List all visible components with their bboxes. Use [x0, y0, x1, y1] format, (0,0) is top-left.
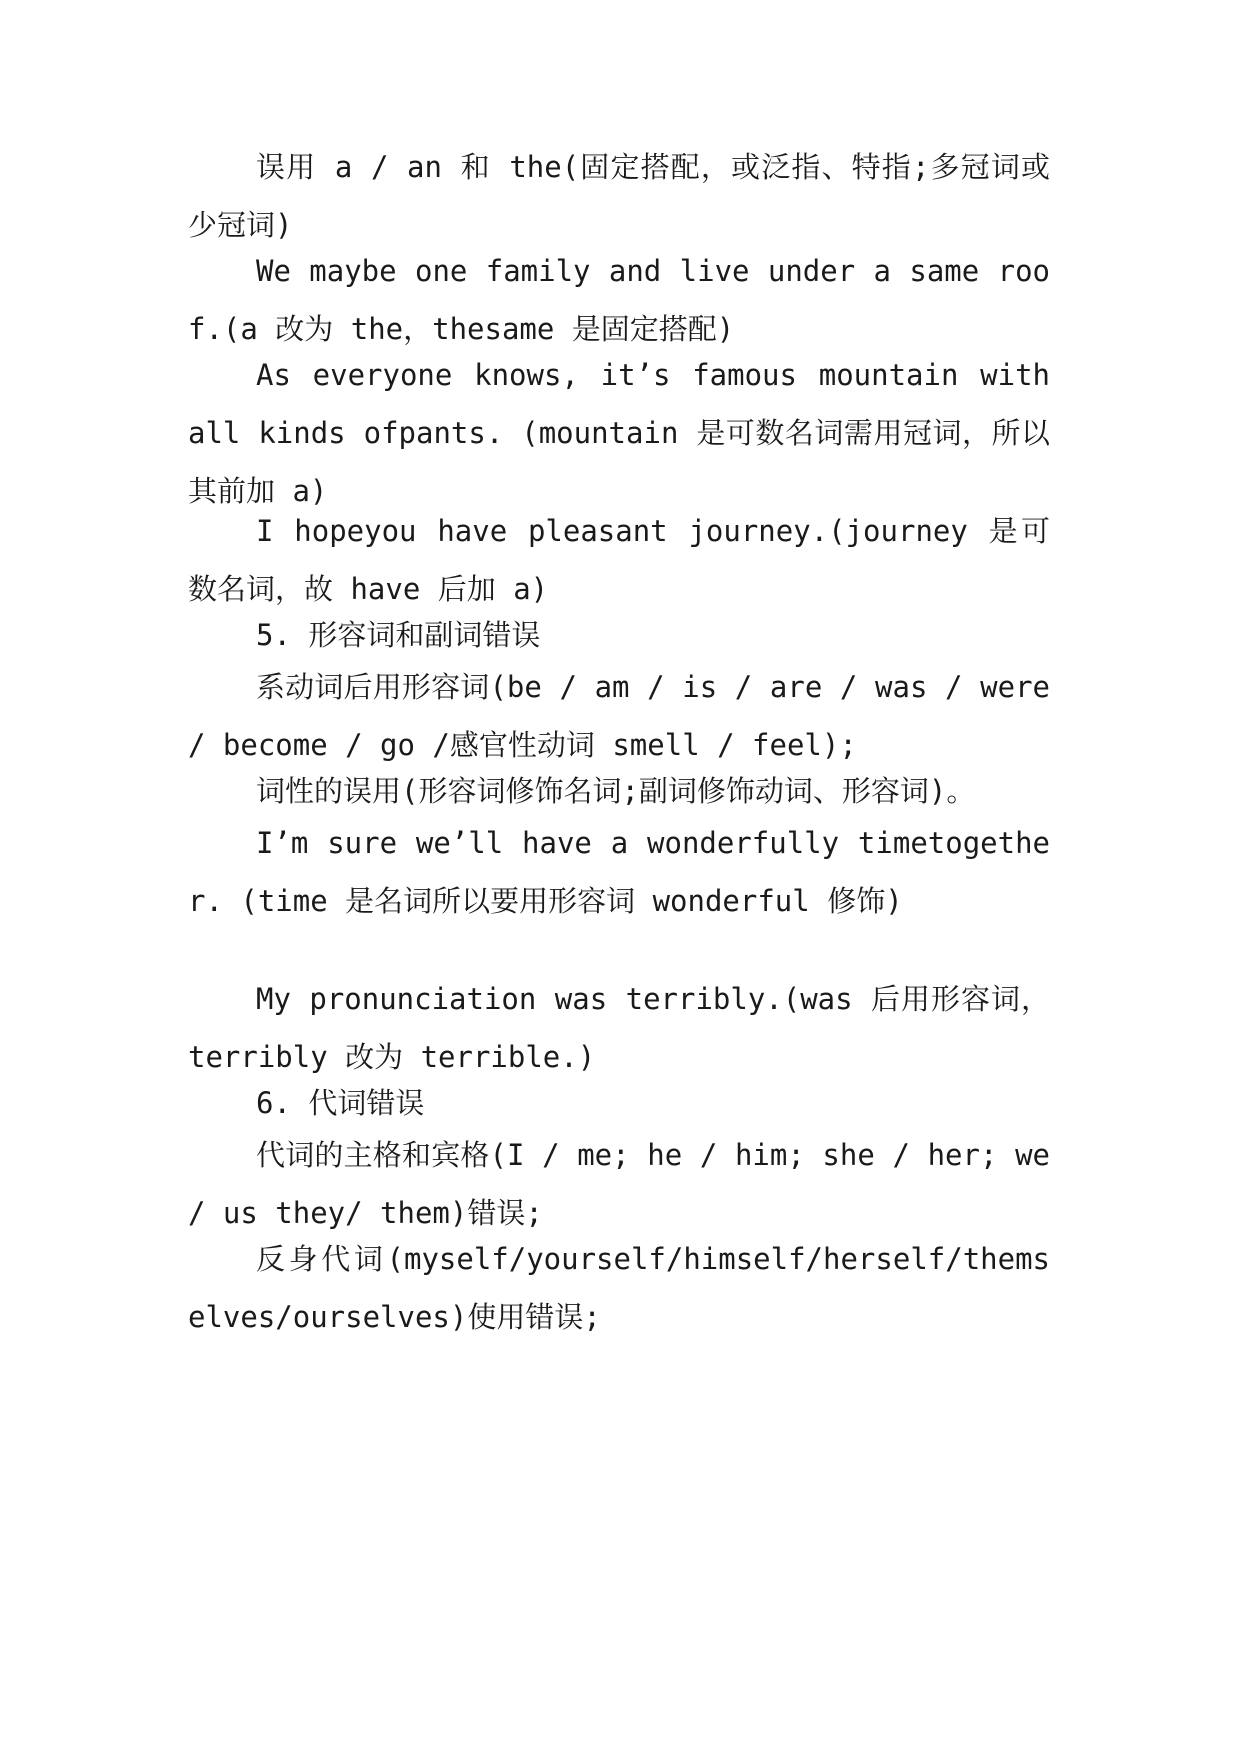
paragraph-example-mountain: As everyone knows, it’s famous mountain with all kinds ofpants. (mountain 是可数名词需用冠词，所以其前加 a) — [188, 358, 1050, 508]
section-heading-pronoun: 6. 代词错误 — [256, 1086, 425, 1120]
paragraph-pronoun-case: 代词的主格和宾格(I / me; he / him; she / her; we / us they/ them)错误; — [188, 1138, 1050, 1230]
paragraph-example-wonderful: I’m sure we’ll have a wonderfully timetogether. (time 是名词所以要用形容词 wonderful 修饰) — [188, 826, 1050, 918]
paragraph-example-journey: I hopeyou have pleasant journey.(journey 是可数名词，故 have 后加 a) — [188, 514, 1050, 606]
paragraph-example-same-roof: We maybe one family and live under a same roof.(a 改为 the，thesame 是固定搭配) — [188, 254, 1050, 346]
paragraph-example-terrible: My pronunciation was terribly.(was 后用形容词，terribly 改为 terrible.) — [188, 982, 1050, 1074]
paragraph-linking-verbs: 系动词后用形容词(be / am / is / are / was / were / become / go /感官性动词 smell / feel); — [188, 670, 1050, 762]
paragraph-part-of-speech: 词性的误用(形容词修饰名词;副词修饰动词、形容词)。 — [256, 774, 976, 808]
section-heading-adjective-adverb: 5. 形容词和副词错误 — [256, 618, 541, 652]
paragraph-reflexive-pronoun: 反身代词(myself/yourself/himself/herself/themselves/ourselves)使用错误; — [188, 1242, 1050, 1334]
paragraph-article-misuse: 误用 a / an 和 the(固定搭配，或泛指、特指;多冠词或少冠词) — [188, 150, 1050, 242]
